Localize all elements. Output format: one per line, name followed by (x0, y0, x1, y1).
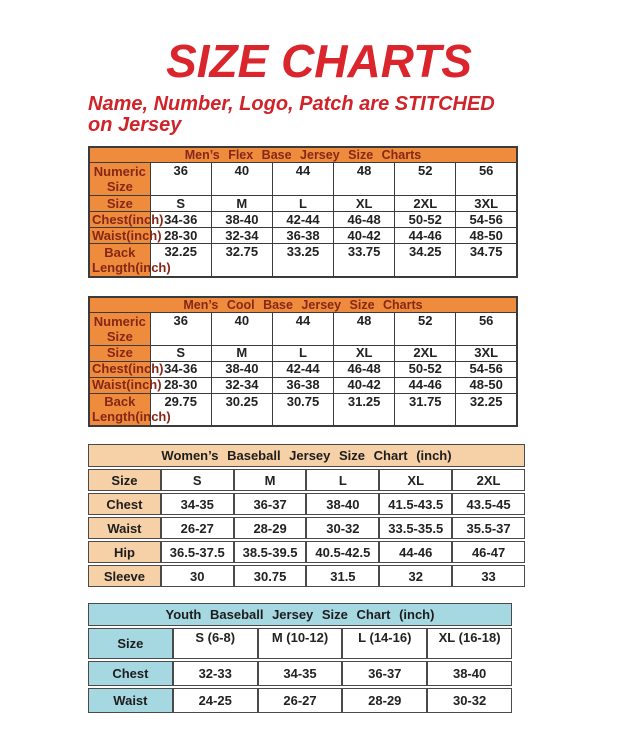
value-cell: 33 (452, 565, 525, 587)
row-label: Waist(inch) (89, 228, 150, 244)
value-cell: 52 (395, 163, 456, 196)
value-cell: 32-33 (173, 661, 258, 686)
value-cell: 38.5-39.5 (234, 541, 307, 563)
value-cell: 42-44 (272, 212, 333, 228)
value-cell: M (234, 469, 307, 491)
value-cell: XL (16-18) (427, 628, 512, 659)
table-row (88, 469, 525, 491)
value-cell: 2XL (395, 196, 456, 212)
womens-baseball-table (88, 442, 525, 589)
value-cell: 44-46 (395, 377, 456, 393)
row-label: Back Length(inch) (89, 244, 150, 277)
table-row (89, 361, 517, 377)
value-cell: 56 (456, 163, 517, 196)
value-cell: 32-34 (211, 228, 272, 244)
value-cell: 40-42 (334, 377, 395, 393)
value-cell: 40 (211, 312, 272, 345)
table-row (88, 541, 525, 563)
value-cell: L (272, 345, 333, 361)
page-title: SIZE CHARTS (166, 35, 472, 87)
table-row (88, 661, 512, 686)
value-cell: 36 (150, 312, 211, 345)
value-cell: 26-27 (258, 688, 343, 713)
table-row (89, 212, 517, 228)
youth-baseball-table-title: Youth Baseball Jersey Size Chart (inch) (88, 603, 512, 626)
value-cell: L (272, 196, 333, 212)
mens-flex-base-table-title: Men’s Flex Base Jersey Size Charts (89, 147, 517, 163)
row-label: Numeric Size (89, 312, 150, 345)
table-row (88, 688, 512, 713)
value-cell: S (161, 469, 234, 491)
value-cell: 34.75 (456, 244, 517, 277)
value-cell: 30 (161, 565, 234, 587)
value-cell: 34-36 (150, 212, 211, 228)
value-cell: 32.75 (211, 244, 272, 277)
row-label: Sleeve (88, 565, 161, 587)
value-cell: 38-40 (306, 493, 379, 515)
row-label: Chest(inch) (89, 361, 150, 377)
value-cell: M (211, 345, 272, 361)
value-cell: 34-35 (161, 493, 234, 515)
value-cell: 38-40 (427, 661, 512, 686)
value-cell: 34-36 (150, 361, 211, 377)
value-cell: 32 (379, 565, 452, 587)
value-cell: 28-30 (150, 377, 211, 393)
row-label: Waist(inch) (89, 377, 150, 393)
table-row (88, 517, 525, 539)
table-row (88, 493, 525, 515)
value-cell: 33.25 (272, 244, 333, 277)
value-cell: 48 (334, 312, 395, 345)
value-cell: 54-56 (456, 361, 517, 377)
value-cell: 30-32 (427, 688, 512, 713)
value-cell: M (211, 196, 272, 212)
mens-cool-base-table (88, 296, 518, 428)
table-row (89, 377, 517, 393)
row-label: Back Length(inch) (89, 393, 150, 426)
value-cell: 46-48 (334, 212, 395, 228)
value-cell: 46-48 (334, 361, 395, 377)
page-subtitle-line1: Name, Number, Logo, Patch are STITCHED (88, 93, 495, 115)
value-cell: 40.5-42.5 (306, 541, 379, 563)
table-row (89, 393, 517, 426)
value-cell: 33.5-35.5 (379, 517, 452, 539)
value-cell: 30.75 (234, 565, 307, 587)
value-cell: L (14-16) (342, 628, 427, 659)
value-cell: 36-38 (272, 377, 333, 393)
mens-flex-base-table (88, 146, 518, 278)
table-row (89, 196, 517, 212)
row-label: Hip (88, 541, 161, 563)
value-cell: L (306, 469, 379, 491)
value-cell: 2XL (452, 469, 525, 491)
youth-baseball-table (88, 601, 512, 715)
value-cell: 41.5-43.5 (379, 493, 452, 515)
value-cell: 40 (211, 163, 272, 196)
value-cell: 28-29 (234, 517, 307, 539)
value-cell: 36 (150, 163, 211, 196)
table-row (89, 228, 517, 244)
value-cell: 36-38 (272, 228, 333, 244)
value-cell: 30.25 (211, 393, 272, 426)
value-cell: 44-46 (379, 541, 452, 563)
value-cell: 28-29 (342, 688, 427, 713)
table-row (89, 345, 517, 361)
row-label: Size (89, 345, 150, 361)
table-row (88, 565, 525, 587)
value-cell: 54-56 (456, 212, 517, 228)
value-cell: 42-44 (272, 361, 333, 377)
value-cell: 48-50 (456, 228, 517, 244)
value-cell: 44-46 (395, 228, 456, 244)
value-cell: S (6-8) (173, 628, 258, 659)
value-cell: 40-42 (334, 228, 395, 244)
table-row (89, 244, 517, 277)
value-cell: 31.5 (306, 565, 379, 587)
value-cell: 48 (334, 163, 395, 196)
table-row (89, 312, 517, 345)
value-cell: 46-47 (452, 541, 525, 563)
value-cell: 44 (272, 312, 333, 345)
value-cell: M (10-12) (258, 628, 343, 659)
row-label: Size (89, 196, 150, 212)
value-cell: S (150, 196, 211, 212)
value-cell: XL (334, 196, 395, 212)
value-cell: 3XL (456, 345, 517, 361)
value-cell: 48-50 (456, 377, 517, 393)
row-label: Chest (88, 661, 173, 686)
row-label: Waist (88, 688, 173, 713)
row-label: Size (88, 628, 173, 659)
value-cell: XL (379, 469, 452, 491)
value-cell: 30-32 (306, 517, 379, 539)
value-cell: 32.25 (150, 244, 211, 277)
value-cell: S (150, 345, 211, 361)
value-cell: 36-37 (234, 493, 307, 515)
value-cell: 52 (395, 312, 456, 345)
value-cell: 50-52 (395, 361, 456, 377)
value-cell: 30.75 (272, 393, 333, 426)
page-subtitle-line2: on Jersey (88, 114, 182, 136)
value-cell: 29.75 (150, 393, 211, 426)
row-label: Chest(inch) (89, 212, 150, 228)
table-row (88, 628, 512, 659)
womens-baseball-table-title: Women’s Baseball Jersey Size Chart (inch) (88, 444, 525, 467)
value-cell: 38-40 (211, 212, 272, 228)
value-cell: 34-35 (258, 661, 343, 686)
table-row (89, 163, 517, 196)
row-label: Waist (88, 517, 161, 539)
value-cell: 34.25 (395, 244, 456, 277)
value-cell: 28-30 (150, 228, 211, 244)
value-cell: 38-40 (211, 361, 272, 377)
row-label: Size (88, 469, 161, 491)
value-cell: 35.5-37 (452, 517, 525, 539)
value-cell: 31.75 (395, 393, 456, 426)
value-cell: 36.5-37.5 (161, 541, 234, 563)
value-cell: 36-37 (342, 661, 427, 686)
row-label: Numeric Size (89, 163, 150, 196)
value-cell: 43.5-45 (452, 493, 525, 515)
page-subtitle (88, 94, 558, 136)
value-cell: 24-25 (173, 688, 258, 713)
mens-cool-base-table-title: Men’s Cool Base Jersey Size Charts (89, 297, 517, 313)
value-cell: 56 (456, 312, 517, 345)
value-cell: 50-52 (395, 212, 456, 228)
value-cell: 2XL (395, 345, 456, 361)
value-cell: 44 (272, 163, 333, 196)
value-cell: 32.25 (456, 393, 517, 426)
value-cell: XL (334, 345, 395, 361)
value-cell: 33.75 (334, 244, 395, 277)
size-tables-container (88, 146, 638, 715)
value-cell: 26-27 (161, 517, 234, 539)
value-cell: 31.25 (334, 393, 395, 426)
value-cell: 32-34 (211, 377, 272, 393)
value-cell: 3XL (456, 196, 517, 212)
row-label: Chest (88, 493, 161, 515)
